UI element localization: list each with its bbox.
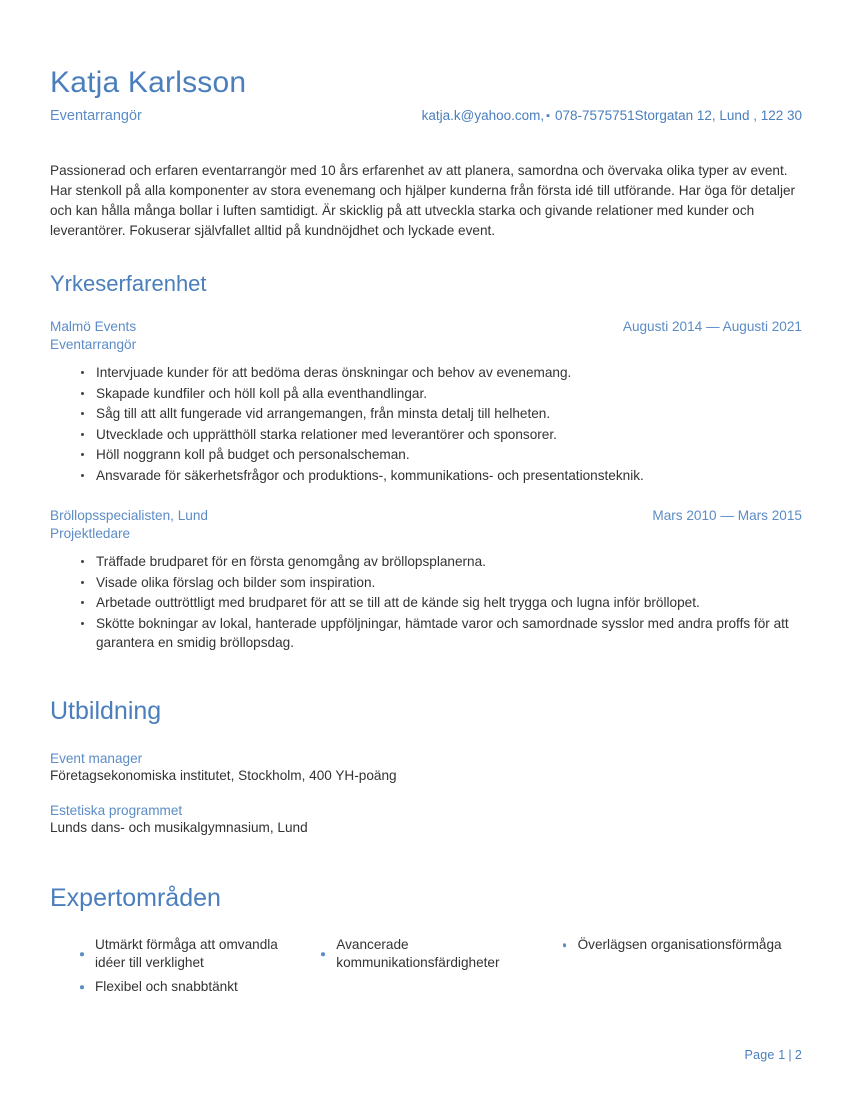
experience-role: Eventarrangör (50, 336, 137, 352)
list-item (319, 936, 546, 972)
experience-section-title: Yrkeserfarenhet (50, 270, 207, 296)
list-item: Utvecklade och upprätthöll starka relationer med leverantörer och sponsorer. (79, 425, 802, 445)
skills-column (561, 936, 802, 1002)
footer-page-label: Page (744, 1048, 775, 1062)
footer-separator: | (788, 1048, 792, 1062)
contact-info (422, 108, 802, 124)
experience-entry-header (50, 507, 802, 524)
skill-label: Flexibel och snabbtänkt (95, 979, 238, 995)
experience-dates: Mars 2010 — Mars 2015 (652, 508, 802, 524)
skill-label: Överlägsen organisationsförmåga (577, 937, 782, 953)
list-item (78, 936, 305, 972)
education-school: Lunds dans- och musikalgymnasium, Lund (50, 820, 308, 836)
experience-entry (50, 318, 802, 485)
skills-section (50, 884, 802, 1003)
bullet-dot-icon (563, 944, 567, 948)
list-item: Intervjuade kunder för att bedöma deras önskningar och behov av evenemang. (79, 363, 802, 383)
list-item: Skötte bokningar av lokal, hanterade uppföljningar, hämtade varor och samordnade sysslor med andra proffs för att garantera en smidig bröllopsdag. (79, 614, 802, 653)
contact-email[interactable]: katja.k@yahoo.com, (421, 107, 545, 123)
bullet-dot-icon (80, 953, 84, 957)
list-item (561, 936, 788, 954)
header-subrow (50, 108, 802, 125)
education-degree: Event manager (50, 750, 143, 766)
education-entry (50, 750, 802, 786)
experience-bullet-list (50, 552, 802, 653)
education-section-title: Utbildning (50, 696, 162, 725)
education-degree: Estetiska programmet (50, 802, 183, 818)
experience-role: Projektledare (50, 525, 131, 541)
resume-header (50, 0, 802, 125)
page-title: Katja Karlsson (50, 66, 247, 99)
list-item: Arbetade outtröttligt med brudparet för att se till att de kände sig helt trygga och lugna inför bröllopet. (79, 593, 802, 613)
list-item: Höll noggrann koll på budget och personalscheman. (79, 445, 802, 465)
experience-section (50, 271, 802, 653)
list-item: Såg till att allt fungerade vid arrangemangen, från minsta detalj till helheten. (79, 404, 802, 424)
footer-current-page: 1 (778, 1048, 786, 1062)
list-item: Skapade kundfiler och höll koll på alla eventhandlingar. (79, 384, 802, 404)
experience-entry-header (50, 318, 802, 335)
experience-dates: Augusti 2014 — Augusti 2021 (622, 319, 802, 335)
education-school: Företagsekonomiska institutet, Stockholm, 400 YH-poäng (50, 768, 397, 784)
list-item: Träffade brudparet för en första genomgång av bröllopsplanerna. (79, 552, 802, 572)
bullet-dot-icon (321, 953, 325, 957)
skills-grid (50, 936, 802, 1002)
education-entry (50, 802, 802, 838)
professional-summary: Passionerad och erfaren eventarrangör med 10 års erfarenhet av att planera, samordna och övervaka olika typer av event. Har stenkoll på alla komponenter av stora evenemang och hjälper kunderna från första idé till utförande. Har öga för detaljer och kan hålla många bollar i luften samtidigt. Är skicklig på att utveckla starka och givande relationer med kunder och leverantörer. Fokuserar självfallet alltid på kundnöjdhet och lyckade event. (50, 162, 796, 238)
skills-column (319, 936, 560, 1002)
bullet-dot-icon (80, 986, 84, 990)
education-section (50, 697, 802, 838)
experience-organization: Bröllopsspecialisten, Lund (50, 508, 208, 524)
experience-organization: Malmö Events (50, 319, 137, 335)
experience-bullet-list (50, 363, 802, 485)
header-job-title: Eventarrangör (50, 107, 142, 124)
experience-entry (50, 507, 802, 653)
list-item: Ansvarade för säkerhetsfrågor och produktions-, kommunikations- och presentationsteknik. (79, 466, 802, 486)
page-footer (745, 1048, 802, 1062)
contact-phone-address: 078-7575751Storgatan 12, Lund , 122 30 (555, 107, 802, 123)
skill-label: Avancerade kommunikationsfärdigheter (336, 937, 500, 971)
skills-column (78, 936, 319, 1002)
footer-total-pages: 2 (794, 1048, 802, 1062)
skill-label: Utmärkt förmåga att omvandla idéer till verklighet (95, 937, 278, 971)
bullet-separator-icon: ▪ (546, 109, 551, 122)
list-item: Visade olika förslag och bilder som inspiration. (79, 573, 802, 593)
skills-section-title: Expertområden (50, 883, 221, 912)
list-item (78, 978, 305, 996)
